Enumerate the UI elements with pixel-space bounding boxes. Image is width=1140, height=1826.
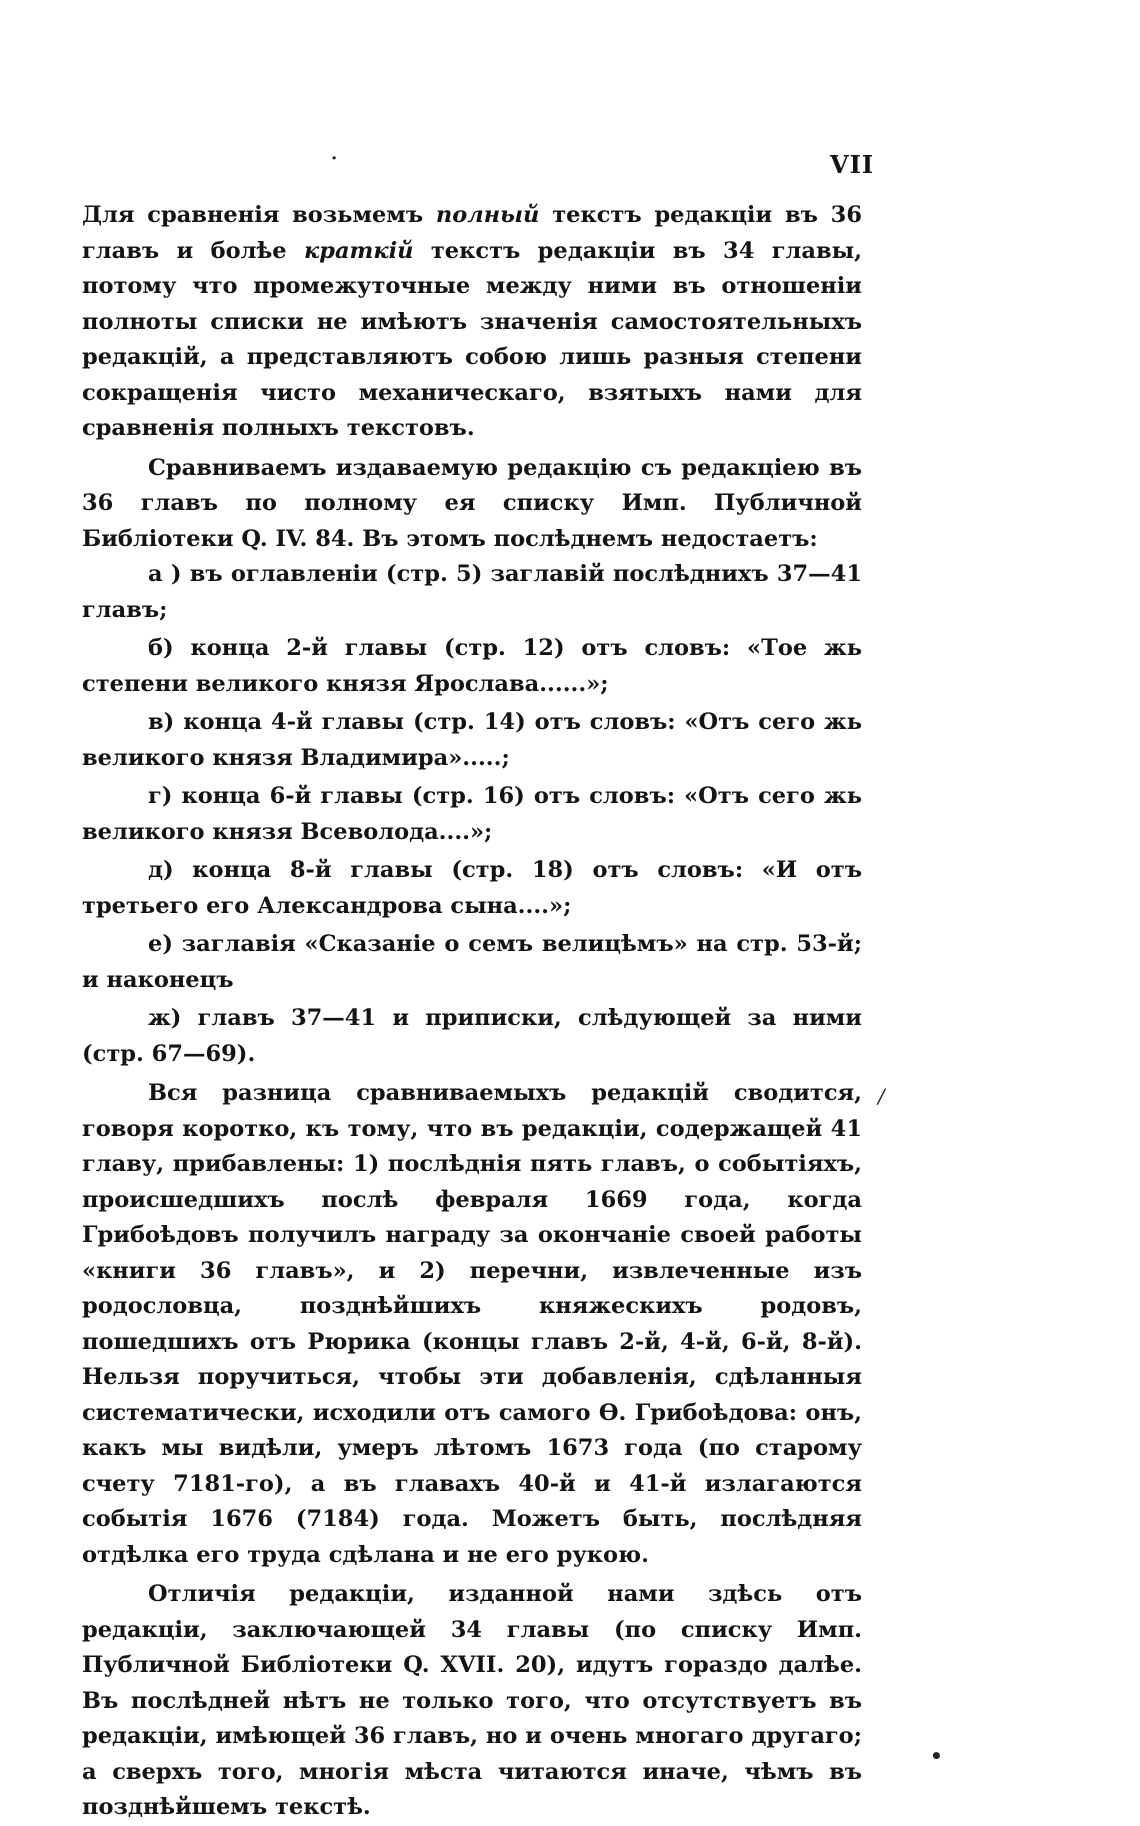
list-item: б) конца 2-й главы (стр. 12) отъ словъ: «Тое жь степени великого князя Ярослава......»; (82, 635, 862, 697)
paragraph-3: Вся разница сравниваемыхъ редакцій сводится, говоря коротко, къ тому, что въ редакціи, содержащей 41 главу, прибавлены: 1) послѣднія пять главъ, о событіяхъ, происшедшихъ послѣ февраля 1669 года, когда Грибоѣдовъ получилъ награду за окончаніе своей работы «книги 36 главъ», и 2) перечни, извлеченные изъ родословца, позднѣйшихъ княжескихъ родовъ, пошедшихъ отъ Рюрика (концы главъ 2-й, 4-й, 6-й, 8-й). Нельзя поручиться, чтобы эти добавленія, сдѣланныя систематически, исходили отъ самого Ѳ. Грибоѣдова: онъ, какъ мы видѣли, умеръ лѣтомъ 1673 года (по старому счету 7181-го), а въ главахъ 40-й и 41-й излагаются событія 1676 (7184) года. Можетъ быть, послѣдняя отдѣлка его труда сдѣлана и не его рукою. (82, 1080, 862, 1568)
top-dot-mark: · (331, 148, 338, 169)
paragraph-1: Для сравненія возьмемъ полный текстъ редакціи въ 36 главъ и болѣе краткій текстъ редакціи въ 34 главы, потому что промежуточные между ними въ отношеніи полноты списки не имѣютъ значенія самостоятельныхъ редакцій, а представляютъ собою лишь разныя степени сокращенія чисто механическаго, взятыхъ нами для сравненія полныхъ текстовъ. (82, 202, 863, 441)
margin-mark: / (878, 1084, 885, 1108)
paragraph-2: Сравниваемъ издаваемую редакцію съ редакціею въ 36 главъ по полному ея списку Имп. Публичной Библіотеки Q. IV. 84. Въ этомъ послѣднемъ недостаетъ: (82, 454, 862, 552)
list-item: а ) въ оглавленіи (стр. 5) заглавій послѣднихъ 37—41 главъ; (82, 561, 862, 623)
bottom-dot-mark: • (930, 1744, 943, 1768)
list-item: д) конца 8-й главы (стр. 18) отъ словъ: «И отъ третьего его Александрова сына....»; (82, 857, 862, 919)
missing-items-list (82, 557, 862, 1072)
emphasis-full: полный (435, 202, 540, 228)
list-item: ж) главъ 37—41 и приписки, слѣдующей за ними (стр. 67—69). (82, 1005, 862, 1067)
paragraph-4: Отличія редакціи, изданной нами здѣсь отъ редакціи, заключающей 34 главы (по списку Имп. Публичной Библіотеки Q. XVII. 20), идутъ гораздо далѣе. Въ послѣдней нѣтъ не только того, что отсутствуетъ въ редакціи, имѣющей 36 главъ, но и очень многаго другаго; а сверхъ того, многія мѣста читаются иначе, чѣмъ въ позднѣйшемъ текстѣ. (82, 1581, 862, 1820)
list-item: е) заглавія «Сказаніе о семъ велицѣмъ» на стр. 53-й; и наконецъ (82, 931, 862, 993)
list-item: в) конца 4-й главы (стр. 14) отъ словъ: «Отъ сего жь великого князя Владимира».....; (82, 709, 862, 771)
list-item: г) конца 6-й главы (стр. 16) отъ словъ: «Отъ сего жь великого князя Всеволода....»; (82, 783, 862, 845)
emphasis-short: краткій (304, 237, 414, 264)
page-number: VII (830, 150, 875, 179)
page-body (82, 198, 862, 1826)
